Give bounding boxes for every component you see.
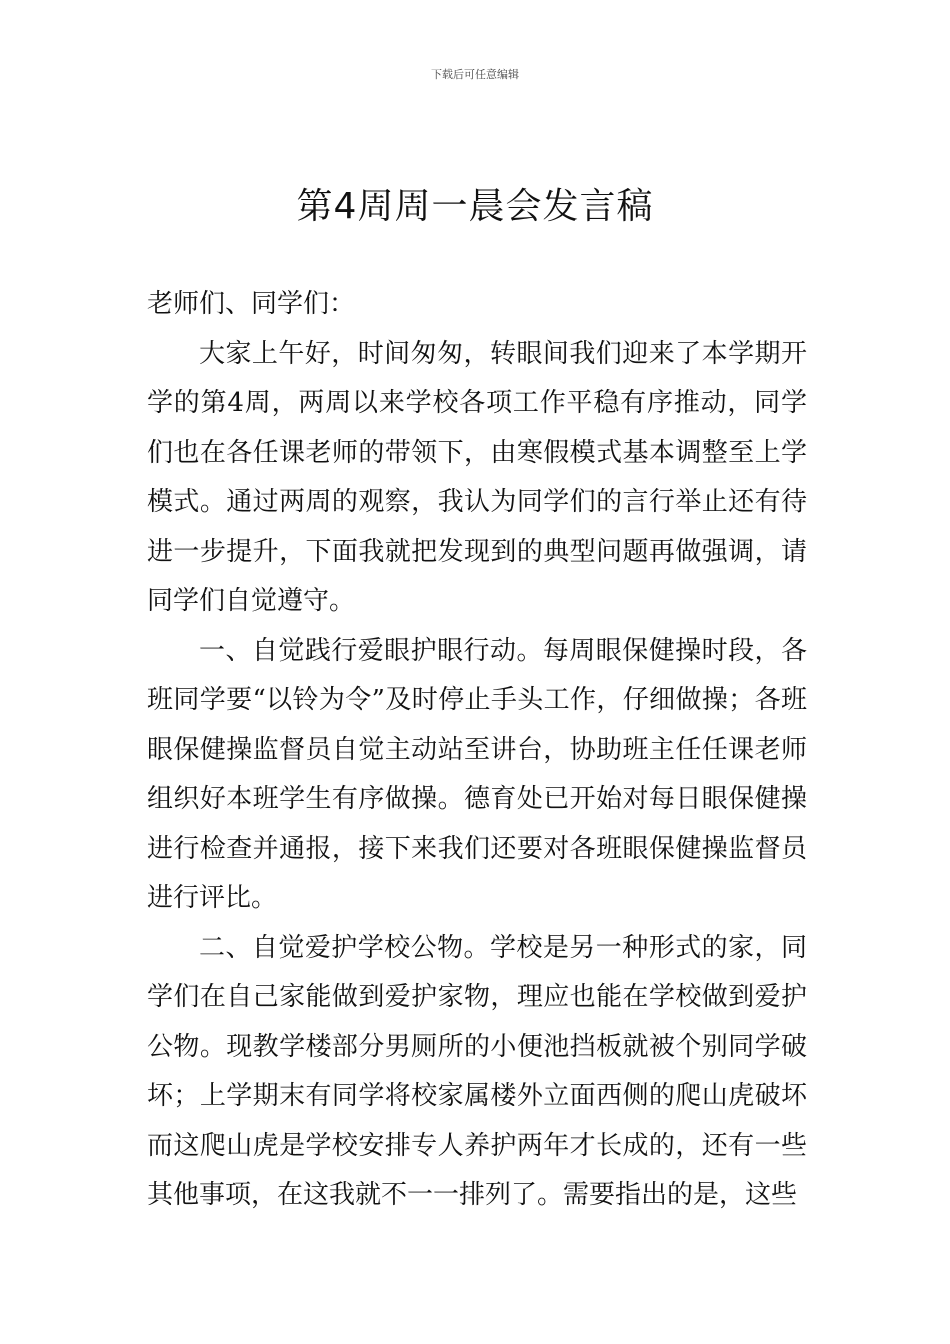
paragraph-intro: 大家上午好，时间匆匆，转眼间我们迎来了本学期开学的第4周，两周以来学校各项工作平稳有序推动，同学们也在各任课老师的带领下，由寒假模式基本调整至上学模式。通过两周的观察，我认为同学们的言行举止还有待进一步提升，下面我就把发现到的典型问题再做强调，请同学们自觉遵守。 [147,338,807,616]
page-header-note: 下载后可任意编辑 [431,68,519,81]
paragraph-eye-care: 一、自觉践行爱眼护眼行动。每周眼保健操时段，各班同学要“以铃为令”及时停止手头工作，仔细做操；各班眼保健操监督员自觉主动站至讲台，协助班主任任课老师组织好本班学生有序做操。德育处已开始对每日眼保健操进行检查并通报，接下来我们还要对各班眼保健操监督员进行评比。 [147,635,807,913]
document-title: 第4周周一晨会发言稿 [296,186,654,227]
document-body [147,280,807,1221]
paragraph-public-property: 二、自觉爱护学校公物。学校是另一种形式的家，同学们在自己家能做到爱护家物，理应也能在学校做到爱护公物。现教学楼部分男厕所的小便池挡板就被个别同学破坏；上学期末有同学将校家属楼外立面西侧的爬山虎破坏而这爬山虎是学校安排专人养护两年才长成的，还有一些其他事项，在这我就不一一排列了。需要指出的是，这些 [147,932,807,1210]
salutation: 老师们、同学们： [147,289,356,319]
